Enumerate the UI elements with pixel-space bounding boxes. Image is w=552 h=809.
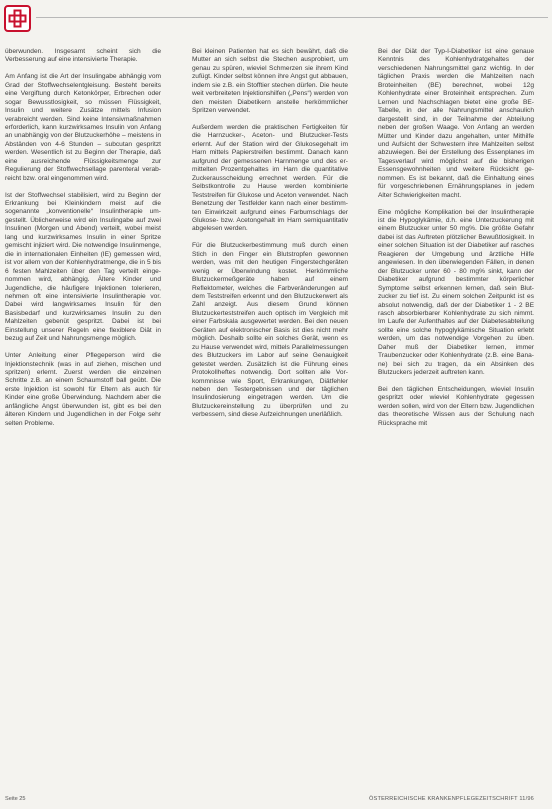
- paragraph: Eine mögliche Komplikation bei der Insulintherapie ist die Hypoglykämie, d.h. eine Unterzuckerung mit einem Blutzucker unter 50 mg%. Die größte Gefahr dabei ist das Auftreten plötzlicher Bewußtlosigkeit. In einer solchen Situation ist der Diabetiker auf rasches Reagieren der Umgebung und ärztliche Hilfe angewiesen. In den überwiegenden Fällen, in denen der Blutzucker unter 60 - 80 mg% sinkt, kann der Diabetiker aufgrund bestimmter körperlicher Symptome selbst erkennen lernen, daß sein Blutzucker zu tief ist. Zu einem solchen Zeitpunkt ist es absolut notwendig, daß der der Diabetiker 1 - 2 BE rasch absorbierbarer Kohlenhydrate zu sich nimmt. Im Laufe der Aufenthaltes auf der Diabetesabteilung sollte eine solche hypoglykämische Situation erlebt werden, um das notwendige Vorgehen zu üben. Daher muß der Diabetiker lernen, immer Traubenzucker oder Kohlenhydrate (z.B. eine Banane) bei sich zu tragen, da ein Absinken des Blutzuckers jederzeit auftreten kann.: [378, 208, 534, 377]
- red-cross-logo: [4, 5, 31, 32]
- page-number: Seite 25: [5, 796, 26, 802]
- paragraph: Unter Anleitung einer Pflegeperson wird die Injektionstechnik (was in auf ziehen, mischen und spritzen) erlernt. Zuerst werden die einzelnen Schritte z.B. an einem Schaumstoff ball geübt. Die erste Injektion ist sowohl für Eltern als auch für Kinder eine große Überwindung. Nachdem aber die anfängliche Angst überwunden ist, gibt es bei den älteren Kindern und Jugendlichen in der Folge sehr selten Probleme.: [5, 352, 161, 427]
- paragraph: Bei den täglichen Entscheidungen, wieviel Insulin gespritzt oder wieviel Kohlenhydrate gegessen werden sollen, wird von der Eltern bzw. Jugendlichen das theoretische Wissen aus der Schulung nach Rücksprache mit: [378, 386, 534, 427]
- journal-name: ÖSTERREICHISCHE KRANKENPFLEGEZEITSCHRIFT 11/96: [368, 796, 534, 802]
- paragraph: Für die Blutzuckerbestimmung muß durch einen Stich in den Finger ein Blutstropfen gewonnen werden, was mit den heutigen Fingerstechgeräten wenig er Überwindung kostet. Herkömmliche Blutzuckermeßgeräte haben auf einem Reflektometer, welches die Farbveränderungen auf dem Teststreifen erkennt und den Blutzuckerwert als Zahl anzeigt. Aus diesem Grund können Blutzuckerteststreifen auch optisch im Vergleich mit einer Farbskala ausgewertet werden. Bei den neuen Geräten auf elektronischer Basis ist dies nicht mehr möglich. Deshalb sollte ein solches Gerät, wenn es zu Hause verwendet wird, mittels Parallelmessungen des Blutzuckers im Labor auf seine Genauigkeit getestet werden. Zusätzlich ist die Führung eines Protokollheftes notwendig. Dort sollten alle Vorkommnisse wie Sport, Erkrankungen, Diätfehler neben den Testergebnissen und der täglichen Insulindosierung eingetragen werden. Um die Blutzuckereinstellung zu überprüfen und zu verbessern, sind diese Aufzeichnungen unerläßlich.: [192, 242, 348, 419]
- paragraph: Außerdem werden die praktischen Fertigkeiten für die Harnzucker-, Aceton- und Blutzucker-Tests erlernt. Auf der Station wird der Glukosegehalt im Harn mittels Papierstreifen bestimmt. Danach kann aufgrund der gemessenen Harnmenge und des ermittelten Prozentgehaltes im Harn die quantitative Zuckerausscheidung errechnet werden. Für die Selbstkontrolle zu Hause werden kombinierte Teststreifen für Glukose und Aceton verwendet. Nach Benetzung der Testfelder kann nach einer bestimmten Einwirkzeit aufgrund eines Farbumschlags der Glukose- bzw. Acetongehalt im Harn semiquantitativ abgelesen werden.: [192, 124, 348, 233]
- paragraph: Bei der Diät der Typ-I-Diabetiker ist eine genaue Kenntnis des Kohlenhydratgehaltes der verschiedenen Nahrungsmittel ganz wichtig. In der täglichen Praxis werden die Mahlzeiten nach Broteinheiten (BE) berechnet, wobei 12g Kohlenhydrate einer Broteinheit entsprechen. Zum Lernen und Nachschlagen bietet eine große BE-Tabelle, in der alle Nahrungsmittel anschaulich dargestellt sind, in der Teilnahme der Abteilung neben der großen Waage. Von Anfang an werden Mütter und Kinder dazu angehalten, unter Mithilfe und Aufsicht der Schwestern ihre Mahlzeiten selbst abzuwiegen. Bei der Erstellung des Essenplanes im Tagesverlauf wird möglichst auf die bisherigen Essensgewohnheiten und weitere Rücksicht genommen. Es ist bekannt, daß die Einhaltung eines für vorgeschriebenen Ernährungsplanes in jedem Alter Schwierigkeiten macht.: [378, 48, 534, 199]
- paragraph: Am Anfang ist die Art der Insulingabe abhängig vom Grad der Stoffwechselentgleisung. Besteht bereits eine Vergiftung durch Ketonkörper, Erbrechen oder sogar Bewusstlosigkeit, so müssen Flüssigkeit, Insulin und weitere Zusätze mittels Infusion verabreicht werden. Sind keine Intensivmaßnahmen erforderlich, kann kurzwirksames Insulin von Anfang an unabhängig von der Blutzuckerhöhe – meistens in Abständen von 4-6 Stunden – subcutan gespritzt werden. Wesentlich ist zu Beginn der Therapie, daß eine ausreichende Flüssigkeitsmenge zur Regulierung der Stoffwechsellage parenteral verabreicht bzw. oral eingenommen wird.: [5, 73, 161, 182]
- paragraph: überwunden. Insgesamt scheint sich die Verbesserung auf eine intensivierte Therapie.: [5, 48, 161, 64]
- cross-icon: [8, 9, 27, 28]
- text-column-1: [5, 48, 161, 428]
- header-rule: [36, 17, 548, 18]
- paragraph: Ist der Stoffwechsel stabilisiert, wird zu Beginn der Erkrankung bei Kleinkindern meist auf die sogenannte „konventionelle“ Insulintherapie umgestellt. Üblicherweise wird ein Insulingabe auf zwei Insulinen (Morgen und Abend) verteilt, wobei meist lang und kurzwirksames Insulin in einer Spritze gemischt injiziert wird. Die notwendige Insulinmenge, die in internationalen Einheiten (IE) gemessen wird, ist vor allem von der Kohlenhydratmenge, die in 5 bis 6 festen Mahlzeiten über den Tag verteilt eingenommen wird, abhängig. Ältere Kinder und Jugendliche, die häufigere Injektionen tolerieren, nehmen oft eine intensivierte Insulintherapie vor. Dabei wird langwirksames Insulin für den Basisbedarf und kurzwirksames Insulin zu den Mahlzeiten gebenüt gespritzt. Dabei ist bei Einstellung unserer Regeln eine flexiblere Diät in bezug auf Zeit und Nahrungsmenge möglich.: [5, 191, 161, 343]
- text-column-3: [378, 48, 534, 428]
- text-column-2: [192, 48, 348, 420]
- paragraph: Bei kleinen Patienten hat es sich bewährt, daß die Mutter an sich selbst die Stechen ausprobiert, um genau zu spüren, wieviel Schmerzen sie ihrem Kind zufügt. Kinder selbst können ihre Angst gut abbauen, indem sie z.B. ein Stofftier stechen dürfen. Die heute weit verbreiteten Injektionshilfen („Pens“) werden von den meisten Diabetikern anstelle herkömmlicher Spritzen verwendet.: [192, 48, 348, 115]
